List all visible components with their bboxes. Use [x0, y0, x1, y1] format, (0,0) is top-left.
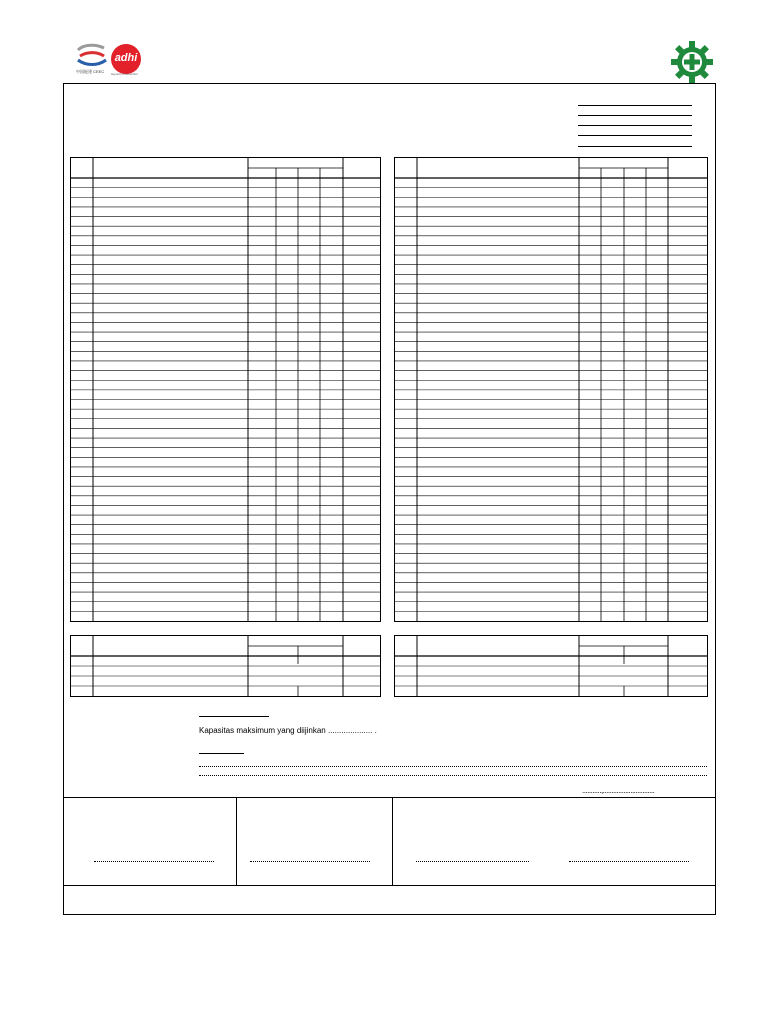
- blank-line: [578, 105, 692, 106]
- small-table-right: [394, 635, 708, 697]
- blank-line: [578, 115, 692, 116]
- small-table-left: [70, 635, 381, 697]
- table-grid: [71, 636, 380, 696]
- adhi-logo: adhi: [111, 44, 141, 74]
- signature-line: [569, 861, 689, 863]
- header-blank-lines: [578, 105, 692, 149]
- date-placeholder: ...........,..............................: [582, 786, 655, 795]
- ceec-wave-logo: [74, 42, 110, 80]
- dotted-line: [199, 775, 707, 776]
- signature-line: [416, 861, 529, 863]
- k3-gear-cross-icon: [670, 40, 714, 84]
- notes-section: [199, 712, 709, 782]
- table-grid: [71, 158, 380, 621]
- ceec-logo-text: 中国能建 CEEC: [76, 69, 105, 74]
- signature-divider: [392, 798, 393, 886]
- blank-line: [578, 125, 692, 126]
- note-heading-line: [199, 753, 244, 754]
- adhi-logo-tagline: beyond construction: [111, 72, 138, 76]
- main-table-left: [70, 157, 381, 622]
- blank-line: [578, 146, 692, 147]
- signature-line: [250, 861, 370, 863]
- blank-line: [578, 135, 692, 136]
- signature-row: [63, 797, 716, 886]
- dotted-line: [199, 766, 707, 767]
- table-grid: [395, 636, 707, 696]
- main-table-right: [394, 157, 708, 622]
- header-logos: [74, 42, 144, 80]
- note-heading-line: [199, 716, 269, 717]
- signature-divider: [236, 798, 237, 886]
- table-grid: [395, 158, 707, 621]
- signature-line: [94, 861, 214, 863]
- capacity-text: Kapasitas maksimum yang diijinkan .................... .: [199, 726, 377, 735]
